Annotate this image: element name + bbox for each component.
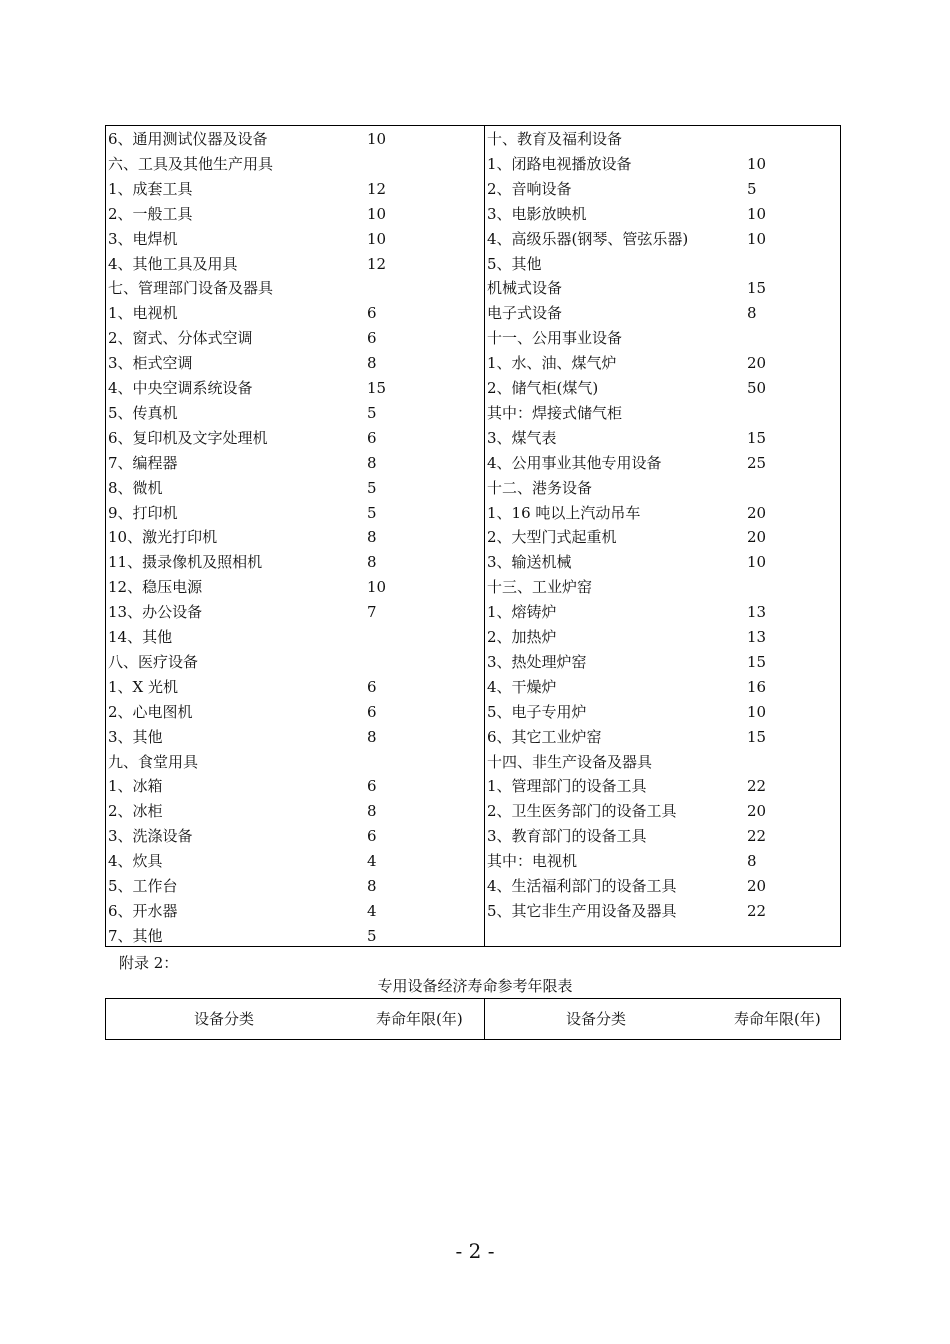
life-years-value: 6 (367, 777, 377, 796)
table-row (108, 874, 478, 899)
life-years-value: 10 (367, 229, 387, 248)
equipment-name: 2、卫生医务部门的设备工具 (487, 802, 677, 821)
equipment-name: 2、大型门式起重机 (487, 528, 617, 547)
life-years-value: 22 (747, 901, 767, 920)
equipment-name: 4、中央空调系统设备 (108, 379, 253, 397)
table-row (487, 525, 837, 550)
header-life-years-2: 寿命年限(年) (734, 1010, 821, 1028)
life-years-value: 15 (747, 279, 767, 298)
table-row (108, 525, 478, 550)
equipment-name: 3、柜式空调 (108, 354, 193, 373)
life-years-value: 6 (367, 304, 377, 323)
life-years-value: 12 (367, 254, 387, 273)
column-divider (484, 999, 485, 1039)
table-row (487, 725, 837, 750)
table-row (108, 600, 478, 625)
equipment-name: 十一、公用事业设备 (487, 329, 623, 348)
equipment-name: 9、打印机 (108, 503, 178, 522)
equipment-name: 3、电焊机 (108, 229, 178, 248)
life-years-value: 15 (367, 379, 387, 397)
equipment-name: 11、摄录像机及照相机 (108, 553, 263, 572)
equipment-name: 3、电影放映机 (487, 204, 587, 223)
equipment-name: 1、16 吨以上汽动吊车 (487, 503, 641, 522)
table-row (487, 351, 837, 376)
table-row (487, 774, 837, 799)
life-years-value: 22 (747, 827, 767, 846)
life-years-value: 8 (367, 528, 377, 547)
equipment-name: 1、冰箱 (108, 777, 163, 796)
table-row (108, 127, 478, 152)
table-row (108, 700, 478, 725)
table-row (108, 575, 478, 600)
equipment-name: 2、音响设备 (487, 179, 572, 198)
table-row (108, 550, 478, 575)
life-years-value: 5 (367, 478, 377, 497)
life-years-value: 25 (747, 453, 767, 472)
life-years-value: 10 (367, 578, 387, 597)
equipment-name: 5、工作台 (108, 877, 178, 895)
equipment-name: 九、食堂用具 (108, 752, 199, 771)
table-row (487, 127, 837, 152)
equipment-name: 2、心电图机 (108, 702, 193, 721)
equipment-name: 4、生活福利部门的设备工具 (487, 877, 677, 895)
equipment-name: 6、开水器 (108, 901, 178, 920)
equipment-name: 3、输送机械 (487, 553, 572, 572)
life-years-value: 10 (747, 702, 767, 721)
equipment-name: 3、洗涤设备 (108, 827, 193, 846)
equipment-name: 5、传真机 (108, 403, 178, 422)
equipment-name: 4、炊具 (108, 852, 163, 871)
life-years-value: 22 (747, 777, 767, 796)
table-row (487, 625, 837, 650)
equipment-name: 1、X 光机 (108, 677, 178, 696)
table-row (108, 152, 478, 177)
equipment-name: 1、水、油、煤气炉 (487, 354, 617, 373)
equipment-name: 2、冰柜 (108, 802, 163, 821)
table-row (108, 227, 478, 252)
life-years-value: 6 (367, 329, 377, 348)
life-years-value: 16 (747, 677, 767, 696)
equipment-name: 七、管理部门设备及器具 (108, 279, 274, 298)
equipment-name: 电子式设备 (487, 304, 563, 323)
life-years-value: 10 (367, 204, 387, 223)
table-row (108, 177, 478, 202)
life-years-value: 15 (747, 652, 767, 671)
equipment-name: 3、教育部门的设备工具 (487, 827, 647, 846)
table-row (487, 501, 837, 526)
life-years-value: 13 (747, 603, 767, 622)
life-years-value: 6 (367, 827, 377, 846)
life-years-value: 8 (747, 852, 757, 871)
life-years-value: 20 (747, 503, 767, 522)
appendix-label: 附录 2： (119, 954, 179, 972)
equipment-name: 十、教育及福利设备 (487, 130, 623, 148)
table-row (108, 650, 478, 675)
table-row (108, 824, 478, 849)
table-row (108, 924, 478, 949)
equipment-name: 10、激光打印机 (108, 528, 218, 547)
table-row (108, 301, 478, 326)
equipment-name: 5、其它非生产用设备及器具 (487, 901, 677, 920)
life-years-value: 6 (367, 702, 377, 721)
life-years-value: 10 (747, 204, 767, 223)
table-row (487, 276, 837, 301)
table-row (108, 725, 478, 750)
life-years-value: 5 (747, 179, 757, 198)
table-row (108, 376, 478, 401)
equipment-name: 13、办公设备 (108, 603, 203, 622)
equipment-name: 3、其他 (108, 727, 163, 746)
table-row (108, 625, 478, 650)
table-row (108, 401, 478, 426)
equipment-name: 1、电视机 (108, 304, 178, 323)
table-row (108, 451, 478, 476)
equipment-name: 十四、非生产设备及器具 (487, 752, 653, 771)
table-title: 专用设备经济寿命参考年限表 (377, 977, 573, 995)
equipment-name: 12、稳压电源 (108, 578, 203, 597)
table-row (487, 252, 837, 277)
equipment-name: 3、煤气表 (487, 428, 557, 447)
table-row (487, 899, 837, 924)
table-row (487, 301, 837, 326)
table-row (487, 600, 837, 625)
equipment-name: 2、窗式、分体式空调 (108, 329, 253, 348)
equipment-name: 4、其他工具及用具 (108, 254, 238, 273)
life-years-value: 8 (747, 304, 757, 323)
equipment-name: 1、闭路电视播放设备 (487, 154, 632, 173)
table-row (108, 750, 478, 775)
life-years-value: 4 (367, 901, 377, 920)
equipment-name: 3、热处理炉窑 (487, 652, 587, 671)
table-row (108, 849, 478, 874)
equipment-name: 8、微机 (108, 478, 163, 497)
equipment-name: 4、高级乐器(钢琴、管弦乐器) (487, 229, 689, 248)
table-row (487, 650, 837, 675)
table-row (108, 351, 478, 376)
table-row (108, 326, 478, 351)
life-years-value: 20 (747, 802, 767, 821)
table-row (487, 152, 837, 177)
table-row (487, 874, 837, 899)
life-years-value: 13 (747, 628, 767, 646)
equipment-name: 7、编程器 (108, 453, 178, 472)
equipment-life-table (105, 125, 841, 947)
equipment-name: 1、熔铸炉 (487, 603, 557, 622)
column-divider (484, 126, 485, 946)
equipment-name: 十二、港务设备 (487, 478, 593, 497)
life-years-value: 20 (747, 528, 767, 547)
life-years-value: 8 (367, 354, 377, 373)
equipment-name: 6、其它工业炉窑 (487, 727, 602, 746)
equipment-name: 4、公用事业其他专用设备 (487, 453, 662, 472)
table-row (487, 824, 837, 849)
equipment-name: 2、储气柜(煤气) (487, 379, 599, 397)
table-row (487, 227, 837, 252)
header-equipment-category: 设备分类 (194, 1010, 255, 1028)
table-row (487, 550, 837, 575)
table-row (487, 177, 837, 202)
equipment-name: 6、复印机及文字处理机 (108, 428, 268, 447)
table-row (108, 476, 478, 501)
life-years-value: 50 (747, 379, 767, 397)
life-years-value: 15 (747, 727, 767, 746)
table-row (108, 675, 478, 700)
life-years-value: 6 (367, 677, 377, 696)
table-row (108, 799, 478, 824)
equipment-name: 2、加热炉 (487, 628, 557, 646)
equipment-name: 1、管理部门的设备工具 (487, 777, 647, 796)
equipment-name: 7、其他 (108, 926, 163, 945)
equipment-name: 6、通用测试仪器及设备 (108, 130, 268, 148)
life-years-value: 10 (747, 154, 767, 173)
life-years-value: 5 (367, 403, 377, 422)
table-row (108, 899, 478, 924)
life-years-value: 10 (747, 553, 767, 572)
life-years-value: 15 (747, 428, 767, 447)
life-years-value: 8 (367, 553, 377, 572)
table-row (487, 750, 837, 775)
equipment-name: 六、工具及其他生产用具 (108, 154, 274, 173)
equipment-name: 八、医疗设备 (108, 652, 199, 671)
table-row (487, 426, 837, 451)
table-row (487, 700, 837, 725)
equipment-name: 4、干燥炉 (487, 677, 557, 696)
life-years-value: 5 (367, 503, 377, 522)
life-years-value: 8 (367, 727, 377, 746)
life-years-value: 20 (747, 354, 767, 373)
table-row (487, 451, 837, 476)
table-row (487, 326, 837, 351)
equipment-name: 5、电子专用炉 (487, 702, 587, 721)
table-row (108, 252, 478, 277)
header-equipment-category-2: 设备分类 (566, 1010, 627, 1028)
life-years-value: 12 (367, 179, 387, 198)
life-years-value: 20 (747, 877, 767, 895)
equipment-name: 5、其他 (487, 254, 542, 273)
equipment-name: 十三、工业炉窑 (487, 578, 593, 597)
life-years-value: 8 (367, 453, 377, 472)
life-years-value: 8 (367, 802, 377, 821)
life-years-value: 6 (367, 428, 377, 447)
table-row (487, 575, 837, 600)
header-life-years: 寿命年限(年) (376, 1010, 463, 1028)
table-row (108, 202, 478, 227)
equipment-name: 其中：电视机 (487, 852, 578, 871)
table-row (487, 401, 837, 426)
equipment-name: 2、一般工具 (108, 204, 193, 223)
life-years-value: 4 (367, 852, 377, 871)
equipment-name: 机械式设备 (487, 279, 563, 298)
life-years-value: 10 (367, 130, 387, 148)
special-equipment-header-table (105, 998, 841, 1040)
table-row (487, 376, 837, 401)
page-number: - 2 - (455, 1239, 495, 1263)
life-years-value: 8 (367, 877, 377, 895)
table-row (108, 774, 478, 799)
table-row (108, 501, 478, 526)
table-row (108, 276, 478, 301)
table-row (487, 799, 837, 824)
table-row (487, 476, 837, 501)
equipment-name: 1、成套工具 (108, 179, 193, 198)
equipment-name: 其中：焊接式储气柜 (487, 403, 623, 422)
life-years-value: 5 (367, 926, 377, 945)
life-years-value: 10 (747, 229, 767, 248)
table-row (487, 849, 837, 874)
table-row (108, 426, 478, 451)
equipment-name: 14、其他 (108, 628, 173, 646)
life-years-value: 7 (367, 603, 377, 622)
table-row (487, 202, 837, 227)
table-row (487, 675, 837, 700)
